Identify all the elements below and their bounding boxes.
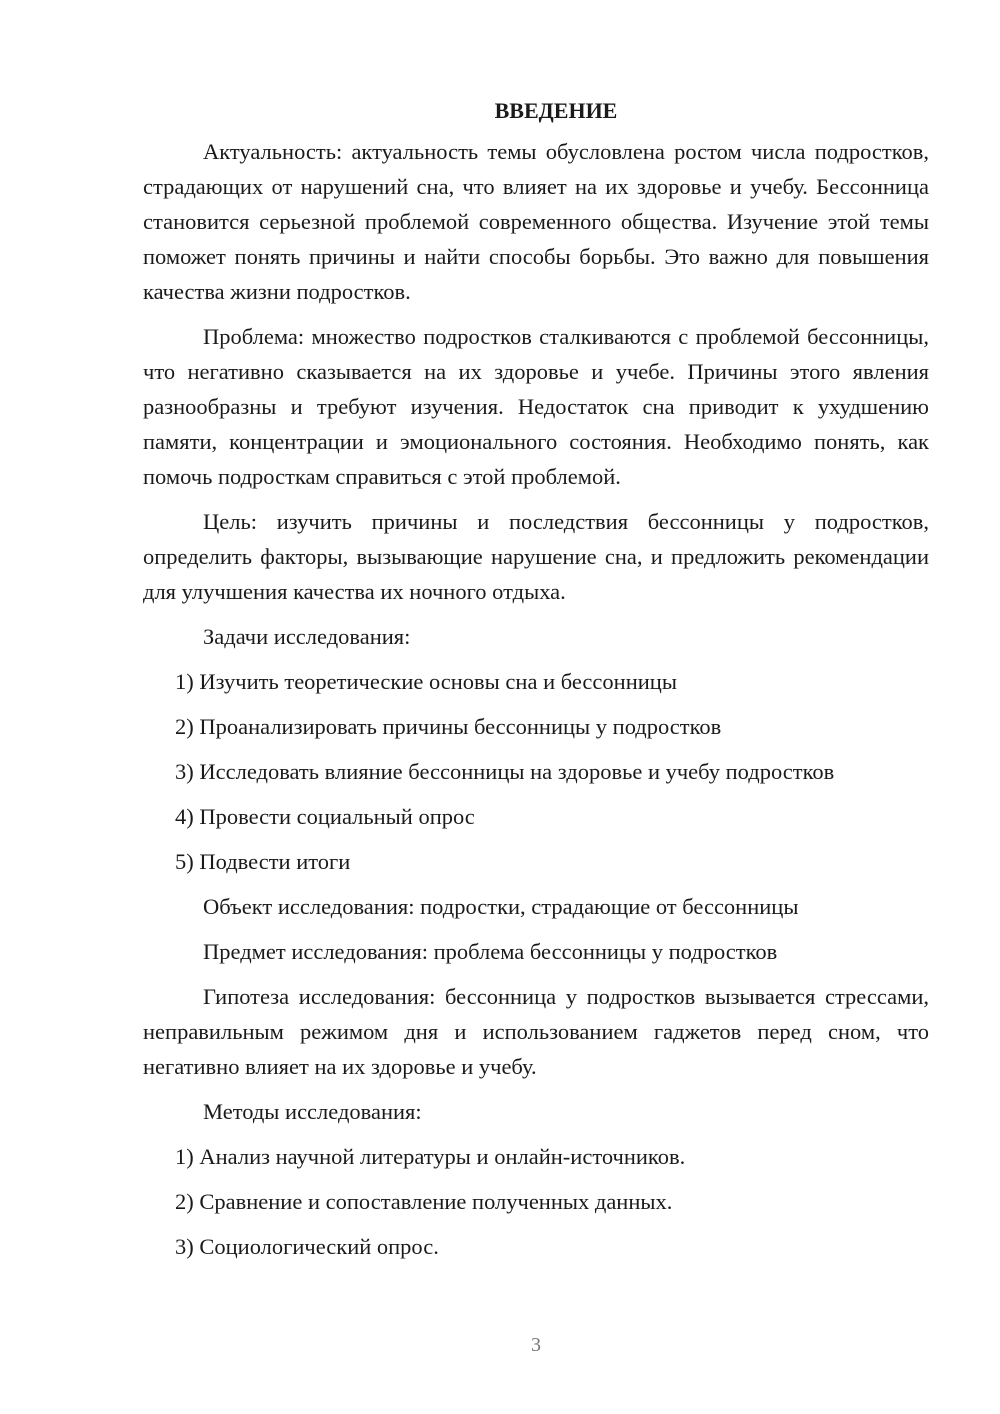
page-title: ВВЕДЕНИЕ bbox=[494, 98, 618, 123]
methods-heading: Методы исследования: bbox=[203, 1099, 422, 1124]
method-item: 3) Социологический опрос. bbox=[175, 1234, 439, 1259]
task-item: 4) Провести социальный опрос bbox=[175, 804, 475, 829]
page-number: 3 bbox=[531, 1334, 541, 1356]
method-item: 1) Анализ научной литературы и онлайн-источников. bbox=[175, 1144, 686, 1169]
research-subject: Предмет исследования: проблема бессонницы у подростков bbox=[203, 939, 778, 964]
tasks-heading: Задачи исследования: bbox=[203, 624, 411, 649]
method-item: 2) Сравнение и сопоставление полученных данных. bbox=[175, 1189, 673, 1214]
relevance-paragraph: Актуальность: актуальность темы обусловлена ростом числа подростков, страдающих от нарушений сна, что влияет на их здоровье и учебу. Бессонница становится серьезной проблемой современного общества. Изучение этой темы поможет понять причины и найти способы борьбы. Это важно для повышения качества жизни подростков. bbox=[143, 139, 929, 304]
research-object: Объект исследования: подростки, страдающие от бессонницы bbox=[203, 894, 799, 919]
task-item: 5) Подвести итоги bbox=[175, 849, 351, 874]
goal-paragraph: Цель: изучить причины и последствия бессонницы у подростков, определить факторы, вызывающие нарушение сна, и предложить рекомендации для улучшения качества их ночного отдыха. bbox=[143, 509, 929, 604]
task-item: 1) Изучить теоретические основы сна и бессонницы bbox=[175, 669, 677, 694]
hypothesis-paragraph: Гипотеза исследования: бессонница у подростков вызывается стрессами, неправильным режимом дня и использованием гаджетов перед сном, что негативно влияет на их здоровье и учебу. bbox=[143, 984, 929, 1079]
problem-paragraph: Проблема: множество подростков сталкиваются с проблемой бессонницы, что негативно сказывается на их здоровье и учебе. Причины этого явления разнообразны и требуют изучения. Недостаток сна приводит к ухудшению памяти, концентрации и эмоционального состояния. Необходимо понять, как помочь подросткам справиться с этой проблемой. bbox=[143, 324, 929, 489]
task-item: 2) Проанализировать причины бессонницы у подростков bbox=[175, 714, 722, 739]
page-content bbox=[143, 96, 929, 1274]
task-item: 3) Исследовать влияние бессонницы на здоровье и учебу подростков bbox=[175, 759, 835, 784]
